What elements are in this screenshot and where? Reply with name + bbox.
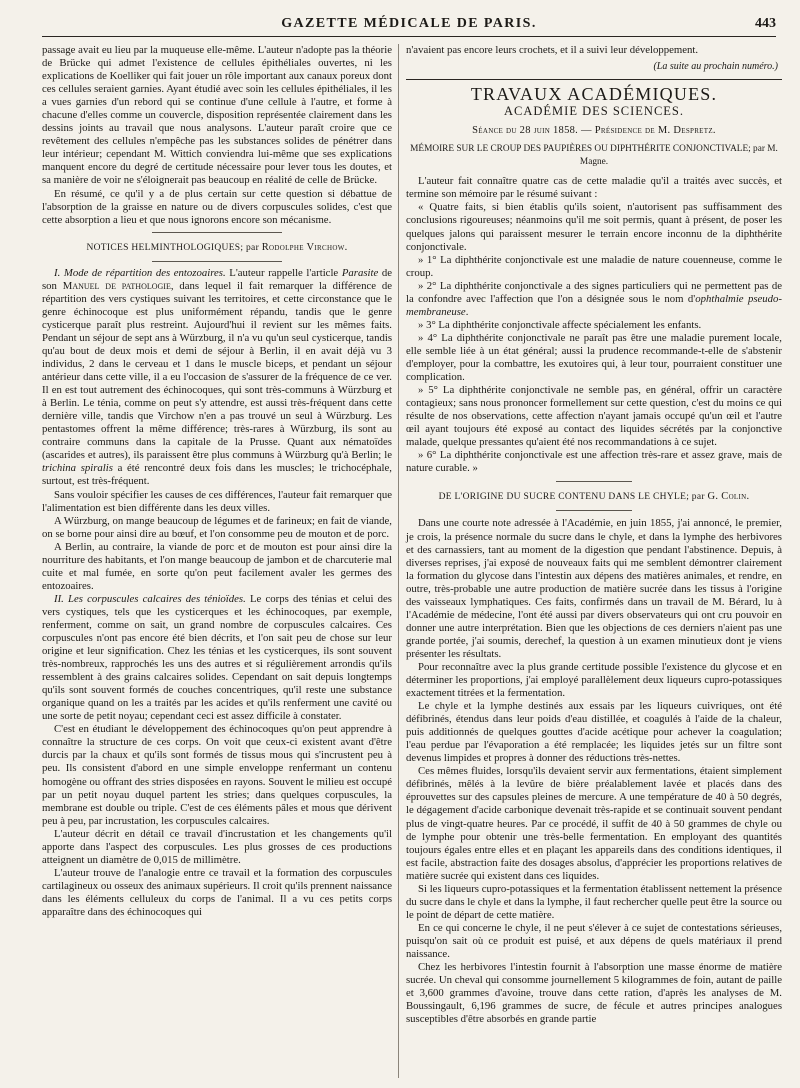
- section-subtitle-academie: ACADÉMIE DES SCIENCES.: [504, 104, 684, 119]
- section-title-notices: NOTICES HELMINTHOLOGIQUES; par Rodolphe Virchow.: [86, 241, 348, 253]
- paragraph: » 3° La diphthérite conjonctivale affecte spécialement les enfants.: [418, 318, 702, 331]
- section-title-travaux: TRAVAUX ACADÉMIQUES.: [470, 84, 718, 105]
- paragraph: Ces mêmes fluides, lorsqu'ils devaient servir aux fermentations, étaient simplement défibrinés, mêlés à la levûre de bière préalablement lavée et placés dans des éprouvettes sur des capsules pleines de mercure. A une température de 40 à 50 degrés, le dégagement d'acide carbonique devenait très-rapide et se continuait souvent pendant plus de vingt-quatre heures. Par ce procédé, il suffit de 40 à 50 grammes de chyle ou de lymphe pour obtenir une très-belle fermentation. En employant des quantités toujours égales entre elles et en plaçant les appareils dans des conditions identiques, il est facile, abstraction faite des dosages absolus, d'apprécier les proportions relatives de matière sucrée qui existent dans ces liquides.: [406, 765, 782, 882]
- page-number: 443: [755, 16, 776, 31]
- left-column: [42, 44, 392, 919]
- divider: [152, 232, 282, 233]
- paragraph: » 4° La diphthérite conjonctivale ne paraît pas être une maladie purement locale, elle semble liée à un état général; aussi la prudence recommande-t-elle de s'abstenir d'employer, pour la combattre, les exutoires qui, à leur tour, pourraient constituer une complication.: [406, 331, 782, 384]
- paragraph: Le chyle et la lymphe destinés aux essais par les liqueurs cuivriques, ont été défibrinés, étendus dans leur poids d'eau distillée, et coagulés à l'aide de la chaleur, puis additionnés de quelques gouttes d'acide acétique pour achever la coagulation; l'eau perdue par l'évaporation a été remplacée; les liquides jetés sur un filtre sont devenus limpides et propres à donner des réductions très-nettes.: [406, 700, 782, 765]
- paragraph: Sans vouloir spécifier les causes de ces différences, l'auteur fait remarquer que l'alimentation est bien différente dans les deux villes.: [42, 488, 392, 514]
- paragraph: L'auteur fait connaître quatre cas de cette maladie qu'il a traités avec succès, et termine son mémoire par le résumé suivant :: [406, 175, 782, 201]
- paragraph: Si les liqueurs cupro-potassiques et la fermentation établissent nettement la présence du sucre dans le chyle et dans la lymphe, il faut rechercher quelle peut être la source ou le point de départ de cette matière.: [406, 882, 782, 921]
- paragraph: L'auteur décrit en détail ce travail d'incrustation et les changements qu'il apporte dans l'aspect des corpuscules. Les plus grosses de ces productions atteignent un diamètre de 0,015 de millimètre.: [42, 827, 392, 866]
- paragraph: A Würzburg, on mange beaucoup de légumes et de farineux; en fait de viande, on se borne pour ainsi dire au bœuf, et l'on consomme peu de mouton et de porc.: [42, 514, 392, 540]
- paragraph: Chez les herbivores l'intestin fournit à l'absorption une masse énorme de matière sucrée. Un cheval qui consomme journellement 5 kilogrammes de foin, autant de paille et 3,600 grammes d'avoine, trouve dans cette ration, d'après les analyses de M. Boussingault, 6,196 grammes de sucre, de fécule et autres principes analogues susceptibles d'être absorbés en grande partie: [406, 961, 782, 1026]
- paragraph: En résumé, ce qu'il y a de plus certain sur cette question si débattue de l'absorption de la graisse en nature ou de divers corpuscules solides, c'est que cette absorption a lieu et que nous ignorons encore son mécanisme.: [42, 187, 392, 226]
- journal-title: GAZETTE MÉDICALE DE PARIS.: [281, 16, 537, 31]
- subsection-heading: I. Mode de répartition des entozoaires.: [54, 266, 226, 279]
- paragraph: passage avait eu lieu par la muqueuse elle-même. L'auteur n'adopte pas la théorie de Brücke qui admet l'existence de cellules épithéliales ouvertes, ni les explications de Koelliker qui fait jouer un rôle important aux canaux poreux dont ces cellules seraient garnies. Ayant étudié avec soin les cellules épithéliales, il les a vues garnies d'un rebord qui se continue d'une cellule à l'autre, et forme à chacune d'elles comme un couvercle, disposition représentée clairement dans les dessins joints au travail que nous analysons. L'auteur paraît croire que ce revêtement des cellules n'empêche pas les substances solides de pénétrer dans leur intérieur; cependant M. Wittich conviendra lui-même que ses explications manquent encore du degré de certitude nécessaire pour lever tous les doutes, et sa manière de voir ne s'éloignerait pas beaucoup en réalité de celle de Brücke.: [42, 44, 392, 187]
- paragraph: I. Mode de répartition des entozoaires. L'auteur rappelle l'article Parasite de son Manuel de pathologie, dans lequel il fait remarquer la différence de répartition des vers cystiques suivant les territoires, et cette circonstance que le genre échinocoque est plus uniformément répandu, tandis que le genre cysticerque paraît plus restreint. Aujourd'hui il revient sur les mêmes faits. Pendant un séjour de sept ans à Würzburg, il n'a vu qu'un seul cysticerque, tandis qu'au bout de deux mois et demi de séjour à Berlin, il en avait déjà vu 3 individus, 2 dans le cerveau et 1 dans le muscle biceps, et pendant un séjour antérieur dans cette ville, il a eu l'occasion de s'assurer de la fréquence de ce ver. Il en est tout autrement des échinocoques, qui sont très-communs à Würzburg et à Berlin. Le ténia, comme on peut s'y attendre, est aussi très-fréquent dans cette dernière ville, tandis que Virchow n'en a pas trouvé un seul à Würzburg. Les pentastomes offrent la même différence; très-rares à Würzburg, ils sont au contraire communs dans la capitale de la Prusse. Quant aux nématoïdes (ascarides et autres), ils paraissent être plus communs à Würzburg qu'à Berlin; le trichina spiralis a été rencontré deux fois dans les muscles; le trichocéphale, surtout, est très-fréquent.: [42, 266, 392, 488]
- divider: [556, 510, 632, 511]
- divider: [556, 481, 632, 482]
- memoire-title: MÉMOIRE SUR LE CROUP DES PAUPIÈRES OU DIPHTHÉRITE CONJONCTIVALE; par M. Magne.: [410, 144, 778, 168]
- paragraph: » 6° La diphthérite conjonctivale est une affection très-rare et assez grave, mais de nature curable. »: [406, 449, 782, 475]
- author-name: G. Colin.: [707, 491, 750, 503]
- subsection-heading: II. Les corpuscules calcaires des ténioïdes.: [54, 592, 246, 605]
- author-name: Rodolphe Virchow.: [261, 241, 348, 253]
- paragraph: » 1° La diphthérite conjonctivale est une maladie de nature couenneuse, comme le croup.: [406, 253, 782, 279]
- paragraph: » 5° La diphthérite conjonctivale ne semble pas, en général, offrir un caractère contagieux; sans nous prononcer formellement sur cette question, c'est du moins ce qui résulte de nos observations, cette affection n'ayant jamais occupé qu'un œil et l'autre œil ayant toujours été exposé au contact des liquides sécrétés par la conjonctive malade, quelque pressantes qu'aient été nos recommandations à ce sujet.: [406, 384, 782, 449]
- column-divider: [398, 44, 399, 1078]
- divider: [406, 79, 782, 80]
- paragraph: « Quatre faits, si bien établis qu'ils soient, n'autorisent pas suffisamment des conclusions rigoureuses; néanmoins qu'il me soit permis, quant à présent, de poser les quelques jalons qui paraissent mesurer le terrain encore inconnu de la diphthérite conjonctivale.: [406, 201, 782, 253]
- page-header: [42, 14, 776, 37]
- continuation-note: (La suite au prochain numéro.): [653, 61, 778, 73]
- paragraph: A Berlin, au contraire, la viande de porc et de mouton est pour ainsi dire la nourriture des habitants, et l'on mange beaucoup de jambon et de charcuterie mal cuite et mal fumée, en sorte qu'on peut facilement avaler les germes des entozoaires.: [42, 540, 392, 592]
- divider: [152, 261, 282, 262]
- paragraph: n'avaient pas encore leurs crochets, et il a suivi leur développement.: [406, 44, 699, 56]
- paragraph: L'auteur trouve de l'analogie entre ce travail et la formation des corpuscules cartilagineux ou osseux des animaux supérieurs. Il croit qu'ils prennent naissance dans les éléments celluleux du corps de l'animal. Il a vu ces petits corps apparaître dans des échinocoques qui: [42, 866, 392, 918]
- paragraph: En ce qui concerne le chyle, il ne peut s'élever à ce sujet de contestations sérieuses, puisqu'on sait où ce produit est puisé, et aux dépens de quels matériaux il prend naissance.: [406, 921, 782, 960]
- right-column: [406, 44, 782, 1026]
- paragraph: Dans une courte note adressée à l'Académie, en juin 1855, j'ai annoncé, le premier, je crois, la présence normale du sucre dans le chyle, et dans la lymphe des herbivores et des carnassiers, tant au moment de la digestion que pendant l'abstinence. Depuis, à diverses reprises, j'ai exposé de nouveaux faits qui me semblent démontrer clairement la formation du glycose dans l'intestin aux dépens des matières animales, et rendre, en outre, très-probable une autre production de matière sucrée dans les tissus à l'origine des vaisseaux lymphatiques. Ces faits, confirmés dans un travail de M. Bérard, lu à l'Académie de médecine, l'ont été aussi par divers observateurs qui ont cru pouvoir en donner une autre interprétation. Bien que les objections de ces derniers n'aient pas une grande portée, j'ai soumis, derechef, la question à un examen minutieux dont je viens présenter les résultats.: [406, 517, 782, 660]
- paragraph: Pour reconnaître avec la plus grande certitude possible l'existence du glycose et en déterminer les proportions, j'ai employé parallèlement deux liqueurs cupro-potassiques exactement titrées et la fermentation.: [406, 660, 782, 700]
- paragraph: » 2° La diphthérite conjonctivale a des signes particuliers qui ne permettent pas de la confondre avec l'affection que l'on a désignée sous le nom d'ophthalmie pseudo-membraneuse.: [406, 279, 783, 318]
- section-title-origine: DE L'ORIGINE DU SUCRE CONTENU DANS LE CHYLE; par G. Colin.: [438, 491, 750, 503]
- paragraph: C'est en étudiant le développement des échinocoques qu'on peut apprendre à connaître la structure de ces corps. On voit que ceux-ci existent avant d'être durcis par la chaux et qu'ils sont formés de tissus mous qui s'incrustent peu à peu. Ils consistent d'abord en une simple enveloppe renfermant un contenu homogène ou offrant des stries disposées en rayons. Souvent le milieu est occupé par un petit noyau duquel partent les stries; dans quelques corpuscules, la membrane est double ou triple. C'est de ces éléments pâles et mous que dérivent peu à peu, par incrustation, les corpuscules calcaires.: [42, 723, 392, 827]
- paragraph: II. Les corpuscules calcaires des ténioïdes. Le corps des ténias et celui des vers cystiques, tels que les cysticerques et les échinocoques, par exemple, renferment, comme on sait, un grand nombre de corpuscules calcaires. Ces corpuscules n'ont pas encore été bien décrits, et l'on sait peu de chose sur leur origine et leur signification. Chez les ténias et les cysticerques, ils sont souvent très-nombreux, rapprochés les uns des autres et si régulièrement arrondis qu'ils ressemblent à des grains calcaires solides. Cependant on sait depuis longtemps qu'ils sont souvent formés de couches concentriques, qu'il reste une substance organique quand on les a traités par les acides et qu'ils renferment une cavité ou une sorte de petit noyau; cependant ceci est assez difficile à constater.: [42, 592, 392, 723]
- session-line: Séance du 28 juin 1858. — Présidence de M. Despretz.: [472, 125, 716, 137]
